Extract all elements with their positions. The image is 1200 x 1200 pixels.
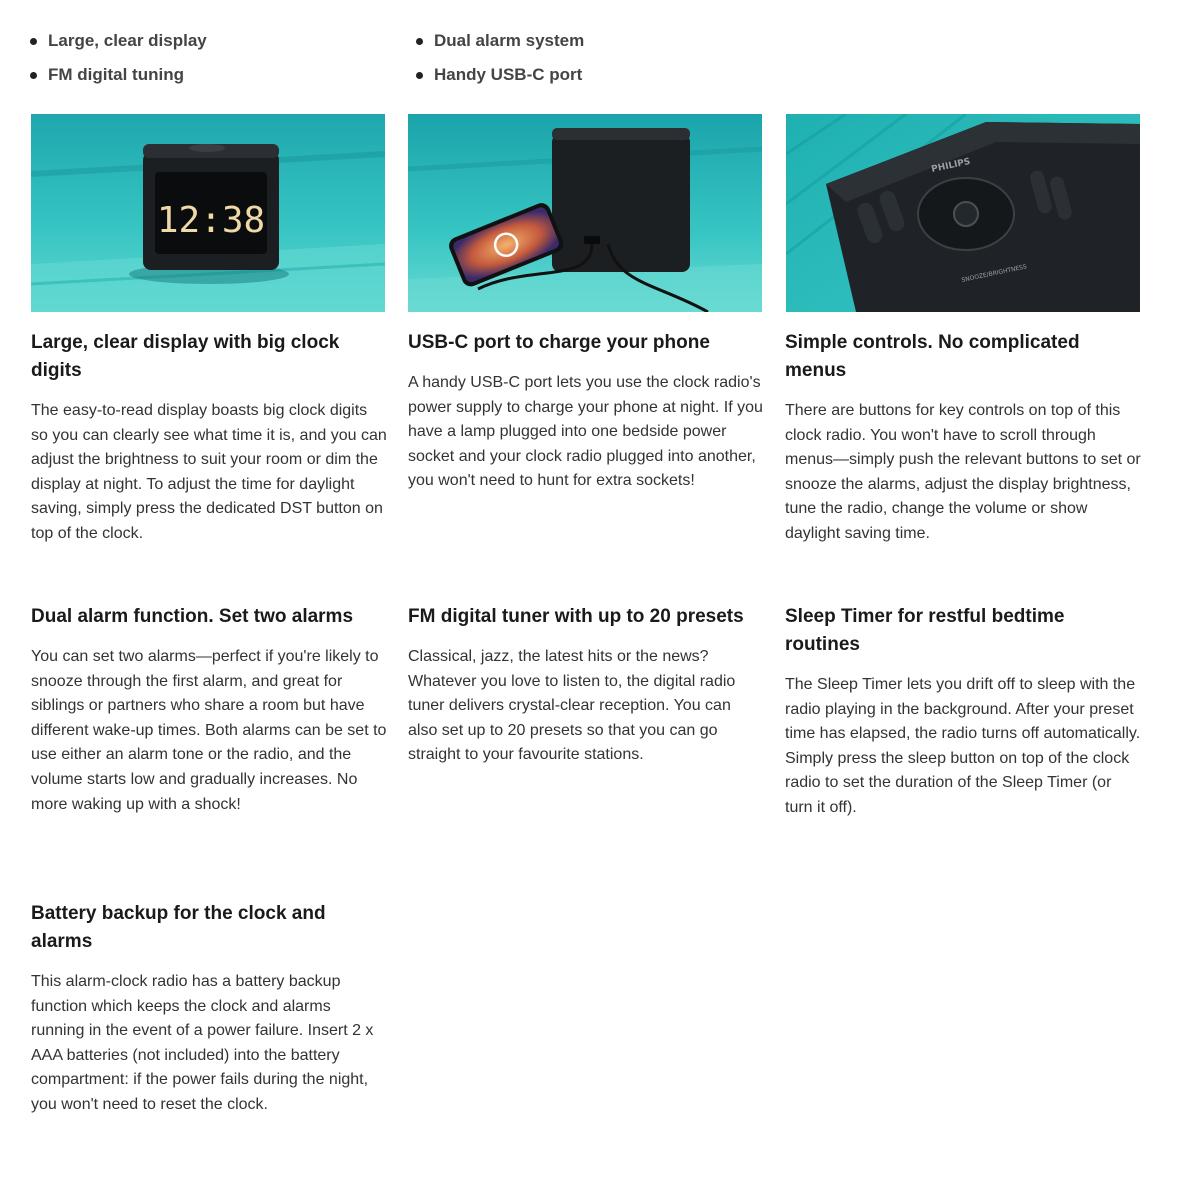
highlight-item: Large, clear display xyxy=(30,24,207,58)
feature-body: This alarm-clock radio has a battery backup function which keeps the clock and alarms running in the event of a power failure. Insert 2 x AAA batteries (not included) into the battery compartment: if the power fails during the night, you won't need to reset the clock. xyxy=(31,973,374,1113)
feature-body: The Sleep Timer lets you drift off to sleep with the radio playing in the background. After your preset time has elapsed, the radio turns off automatically. Simply press the sleep button on top of the clock radio to set the duration of the Sleep Timer (or turn it off). xyxy=(785,676,1141,816)
highlight-item: Dual alarm system xyxy=(416,24,584,58)
clock-digits: 12:38 xyxy=(156,200,266,241)
brand-logo: PHILIPS xyxy=(930,156,972,175)
feature-simple-controls xyxy=(785,329,1141,547)
feature-title: Sleep Timer for restful bedtime routines xyxy=(785,606,1065,655)
bullet-icon xyxy=(30,72,37,79)
feature-battery-backup xyxy=(31,900,387,1118)
usb-charging-image xyxy=(408,114,762,312)
bullet-icon xyxy=(416,38,423,45)
feature-body: You can set two alarms—perfect if you're likely to snooze through the first alarm, and great for siblings or partners who share a room but have different wake-up times. Both alarms can be set to use either an alarm tone or the radio, and the volume starts low and gradually increases. No more waking up with a shock! xyxy=(31,648,387,813)
feature-fm-tuner xyxy=(408,603,764,768)
feature-body: A handy USB-C port lets you use the clock radio's power supply to charge your phone at night. If you have a lamp plugged into one bedside power socket and your clock radio plugged into another, you won't need to hunt for extra sockets! xyxy=(408,374,763,490)
controls-image xyxy=(786,114,1140,312)
feature-large-display xyxy=(31,329,387,547)
snooze-brightness-label: SNOOZE/BRIGHTNESS xyxy=(960,263,1028,284)
feature-title: Large, clear display with big clock digits xyxy=(31,332,340,381)
highlight-item: FM digital tuning xyxy=(30,58,207,92)
feature-title: Simple controls. No complicated menus xyxy=(785,332,1080,381)
bullet-icon xyxy=(416,72,423,79)
highlight-item: Handy USB-C port xyxy=(416,58,584,92)
feature-usb-c xyxy=(408,329,764,494)
highlights-right-column xyxy=(416,24,584,92)
clock-display-image xyxy=(31,114,385,312)
feature-body: The easy-to-read display boasts big clock digits so you can clearly see what time it is, and you can adjust the brightness to suit your room or dim the display at night. To adjust the time for daylight saving, simply press the dedicated DST button on top of the clock. xyxy=(31,402,387,542)
feature-title: USB-C port to charge your phone xyxy=(408,332,710,353)
bullet-icon xyxy=(30,38,37,45)
feature-title: FM digital tuner with up to 20 presets xyxy=(408,606,744,627)
feature-body: Classical, jazz, the latest hits or the news? Whatever you love to listen to, the digital radio tuner delivers crystal-clear reception. You can also set up to 20 presets so that you can go straight to your favourite stations. xyxy=(408,648,736,764)
feature-title: Battery backup for the clock and alarms xyxy=(31,903,326,952)
feature-sleep-timer xyxy=(785,603,1141,821)
highlights-left-column xyxy=(30,24,207,92)
highlights-list xyxy=(30,24,1170,94)
feature-dual-alarm xyxy=(31,603,387,817)
feature-body: There are buttons for key controls on top of this clock radio. You won't have to scroll through menus—simply push the relevant buttons to set or snooze the alarms, adjust the display brightness, tune the radio, change the volume or show daylight saving time. xyxy=(785,402,1141,542)
feature-title: Dual alarm function. Set two alarms xyxy=(31,606,354,627)
